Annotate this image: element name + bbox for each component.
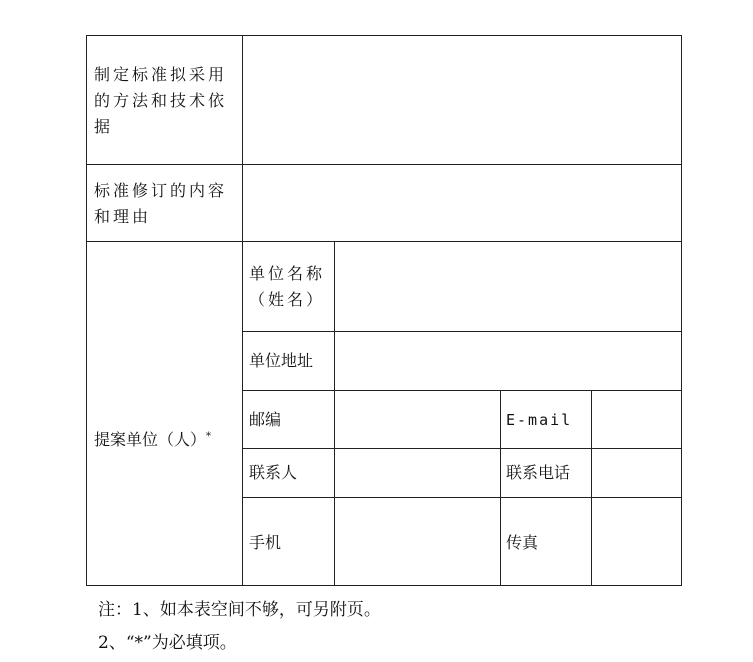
proposer-label xyxy=(94,401,211,453)
row-divider-1 xyxy=(87,164,682,165)
col-divider-main xyxy=(242,36,243,586)
row-divider-3 xyxy=(242,331,682,332)
col-divider-right-value xyxy=(591,390,592,586)
proposal-form-table xyxy=(86,35,682,586)
col-divider-right-label xyxy=(500,390,501,586)
postcode-label: 邮编 xyxy=(249,410,282,429)
note-line-2: 2、“*”为必填项。 xyxy=(98,633,237,653)
method-basis-label: 制定标准拟采用 的方法和技术依 据 xyxy=(94,65,228,136)
fax-label: 传真 xyxy=(506,533,539,552)
unit-address-label: 单位地址 xyxy=(249,351,314,370)
revision-content-label: 标准修订的内容 和理由 xyxy=(94,181,228,226)
note-line-1: 注：1、如本表空间不够，可另附页。 xyxy=(98,600,381,620)
email-label: E-mail xyxy=(506,411,573,429)
row-divider-2 xyxy=(87,241,682,242)
unit-name-label: 单位名称 （姓名） xyxy=(249,264,326,309)
contact-phone-label: 联系电话 xyxy=(506,463,571,482)
row-divider-6 xyxy=(242,497,682,498)
required-mark: * xyxy=(206,431,212,442)
row-divider-4 xyxy=(242,390,682,391)
row-divider-5 xyxy=(242,448,682,449)
contact-person-label: 联系人 xyxy=(249,463,298,482)
mobile-label: 手机 xyxy=(249,533,282,552)
proposer-label-text: 提案单位（人） xyxy=(94,430,207,449)
col-divider-sub xyxy=(334,241,335,586)
